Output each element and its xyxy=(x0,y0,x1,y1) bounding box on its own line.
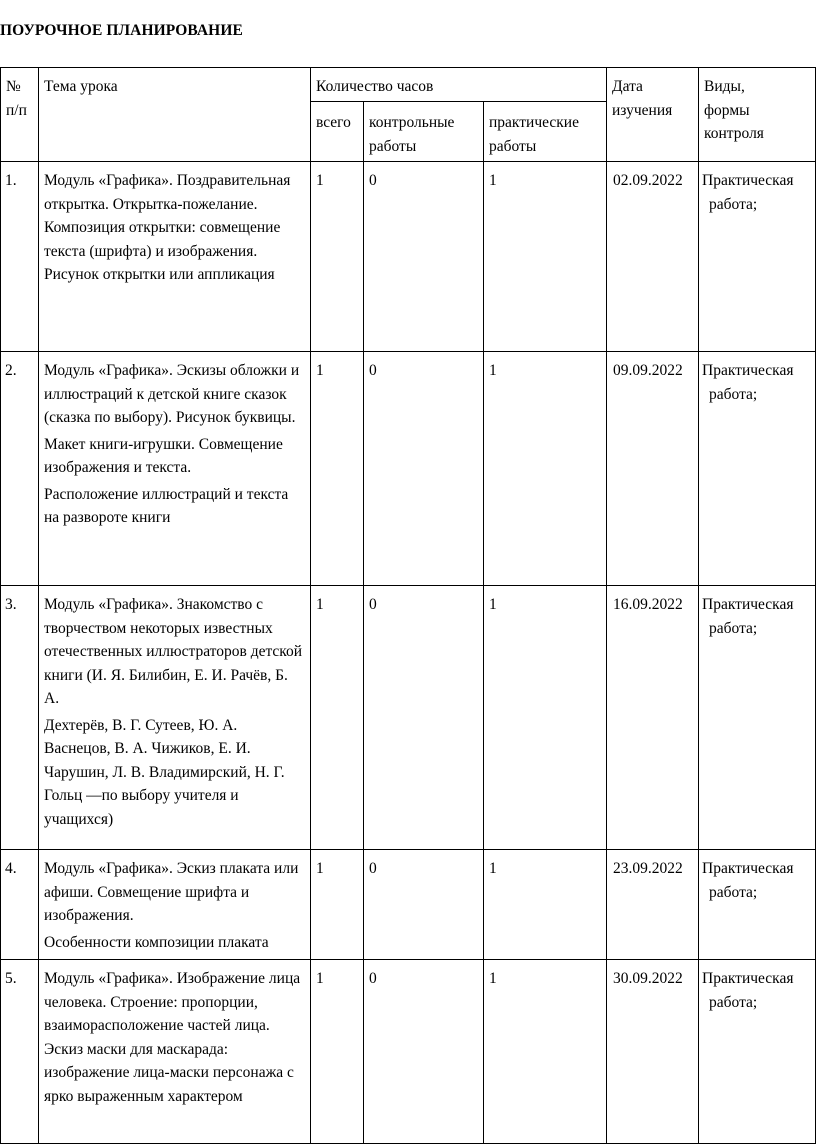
row-control: 0 xyxy=(364,352,484,586)
row-total: 1 xyxy=(311,586,364,850)
row-control: 0 xyxy=(364,960,484,1144)
row-practical: 1 xyxy=(484,586,607,850)
table-row xyxy=(1,352,816,586)
row-control-form: Практическая работа; xyxy=(699,960,816,1144)
row-control-form: Практическая работа; xyxy=(699,162,816,352)
row-topic: Модуль «Графика». Знакомство с творчеством некоторых известных отечественных иллюстраторов детской книги (И. Я. Билибин, Е. И. Рачёв, Б. А. Дехтерёв, В. Г. Сутеев, Ю. А. Васнецов, В. А. Чижиков, Е. И. Чарушин, Л. В. Владимирский, Н. Г. Гольц —по выбору учителя и учащихся) xyxy=(39,586,311,850)
header-hours: Количество часов xyxy=(311,68,607,102)
page-title: ПОУРОЧНОЕ ПЛАНИРОВАНИЕ xyxy=(0,22,243,39)
header-date: Дата изучения xyxy=(607,68,699,162)
row-control: 0 xyxy=(364,586,484,850)
row-total: 1 xyxy=(311,352,364,586)
row-topic: Модуль «Графика». Поздравительная открытка. Открытка-пожелание. Композиция открытки: совмещение текста (шрифта) и изображения. Рисунок открытки или аппликация xyxy=(39,162,311,352)
header-practical-works: практические работы xyxy=(484,102,607,162)
row-date: 09.09.2022 xyxy=(607,352,699,586)
row-total: 1 xyxy=(311,162,364,352)
table-row xyxy=(1,162,816,352)
row-practical: 1 xyxy=(484,352,607,586)
row-control: 0 xyxy=(364,162,484,352)
row-control-form: Практическая работа; xyxy=(699,586,816,850)
row-practical: 1 xyxy=(484,850,607,960)
header-control-forms: Виды, формы контроля xyxy=(699,68,816,162)
row-practical: 1 xyxy=(484,960,607,1144)
row-total: 1 xyxy=(311,960,364,1144)
row-date: 02.09.2022 xyxy=(607,162,699,352)
row-date: 23.09.2022 xyxy=(607,850,699,960)
table-row xyxy=(1,960,816,1144)
row-total: 1 xyxy=(311,850,364,960)
table-row xyxy=(1,850,816,960)
row-topic: Модуль «Графика». Эскизы обложки и иллюстраций к детской книге сказок (сказка по выбору). Рисунок буквицы. Макет книги-игрушки. Совмещение изображения и текста. Расположение иллюстраций и текста на развороте книги xyxy=(39,352,311,586)
header-control-works: контрольные работы xyxy=(364,102,484,162)
row-num: 5. xyxy=(1,960,39,1144)
row-num: 4. xyxy=(1,850,39,960)
row-topic: Модуль «Графика». Эскиз плаката или афиши. Совмещение шрифта и изображения. Особенности композиции плаката xyxy=(39,850,311,960)
row-control-form: Практическая работа; xyxy=(699,352,816,586)
row-control: 0 xyxy=(364,850,484,960)
row-control-form: Практическая работа; xyxy=(699,850,816,960)
header-total: всего xyxy=(311,102,364,162)
table-row xyxy=(1,586,816,850)
header-num: № п/п xyxy=(1,68,39,162)
row-num: 2. xyxy=(1,352,39,586)
row-num: 1. xyxy=(1,162,39,352)
row-practical: 1 xyxy=(484,162,607,352)
row-topic: Модуль «Графика». Изображение лица человека. Строение: пропорции, взаиморасположение частей лица. Эскиз маски для маскарада: изображение лица-маски персонажа с ярко выраженным характером xyxy=(39,960,311,1144)
row-date: 30.09.2022 xyxy=(607,960,699,1144)
header-topic: Тема урока xyxy=(39,68,311,162)
lesson-plan-table xyxy=(0,67,816,1144)
row-date: 16.09.2022 xyxy=(607,586,699,850)
header-row-top xyxy=(1,68,816,102)
row-num: 3. xyxy=(1,586,39,850)
